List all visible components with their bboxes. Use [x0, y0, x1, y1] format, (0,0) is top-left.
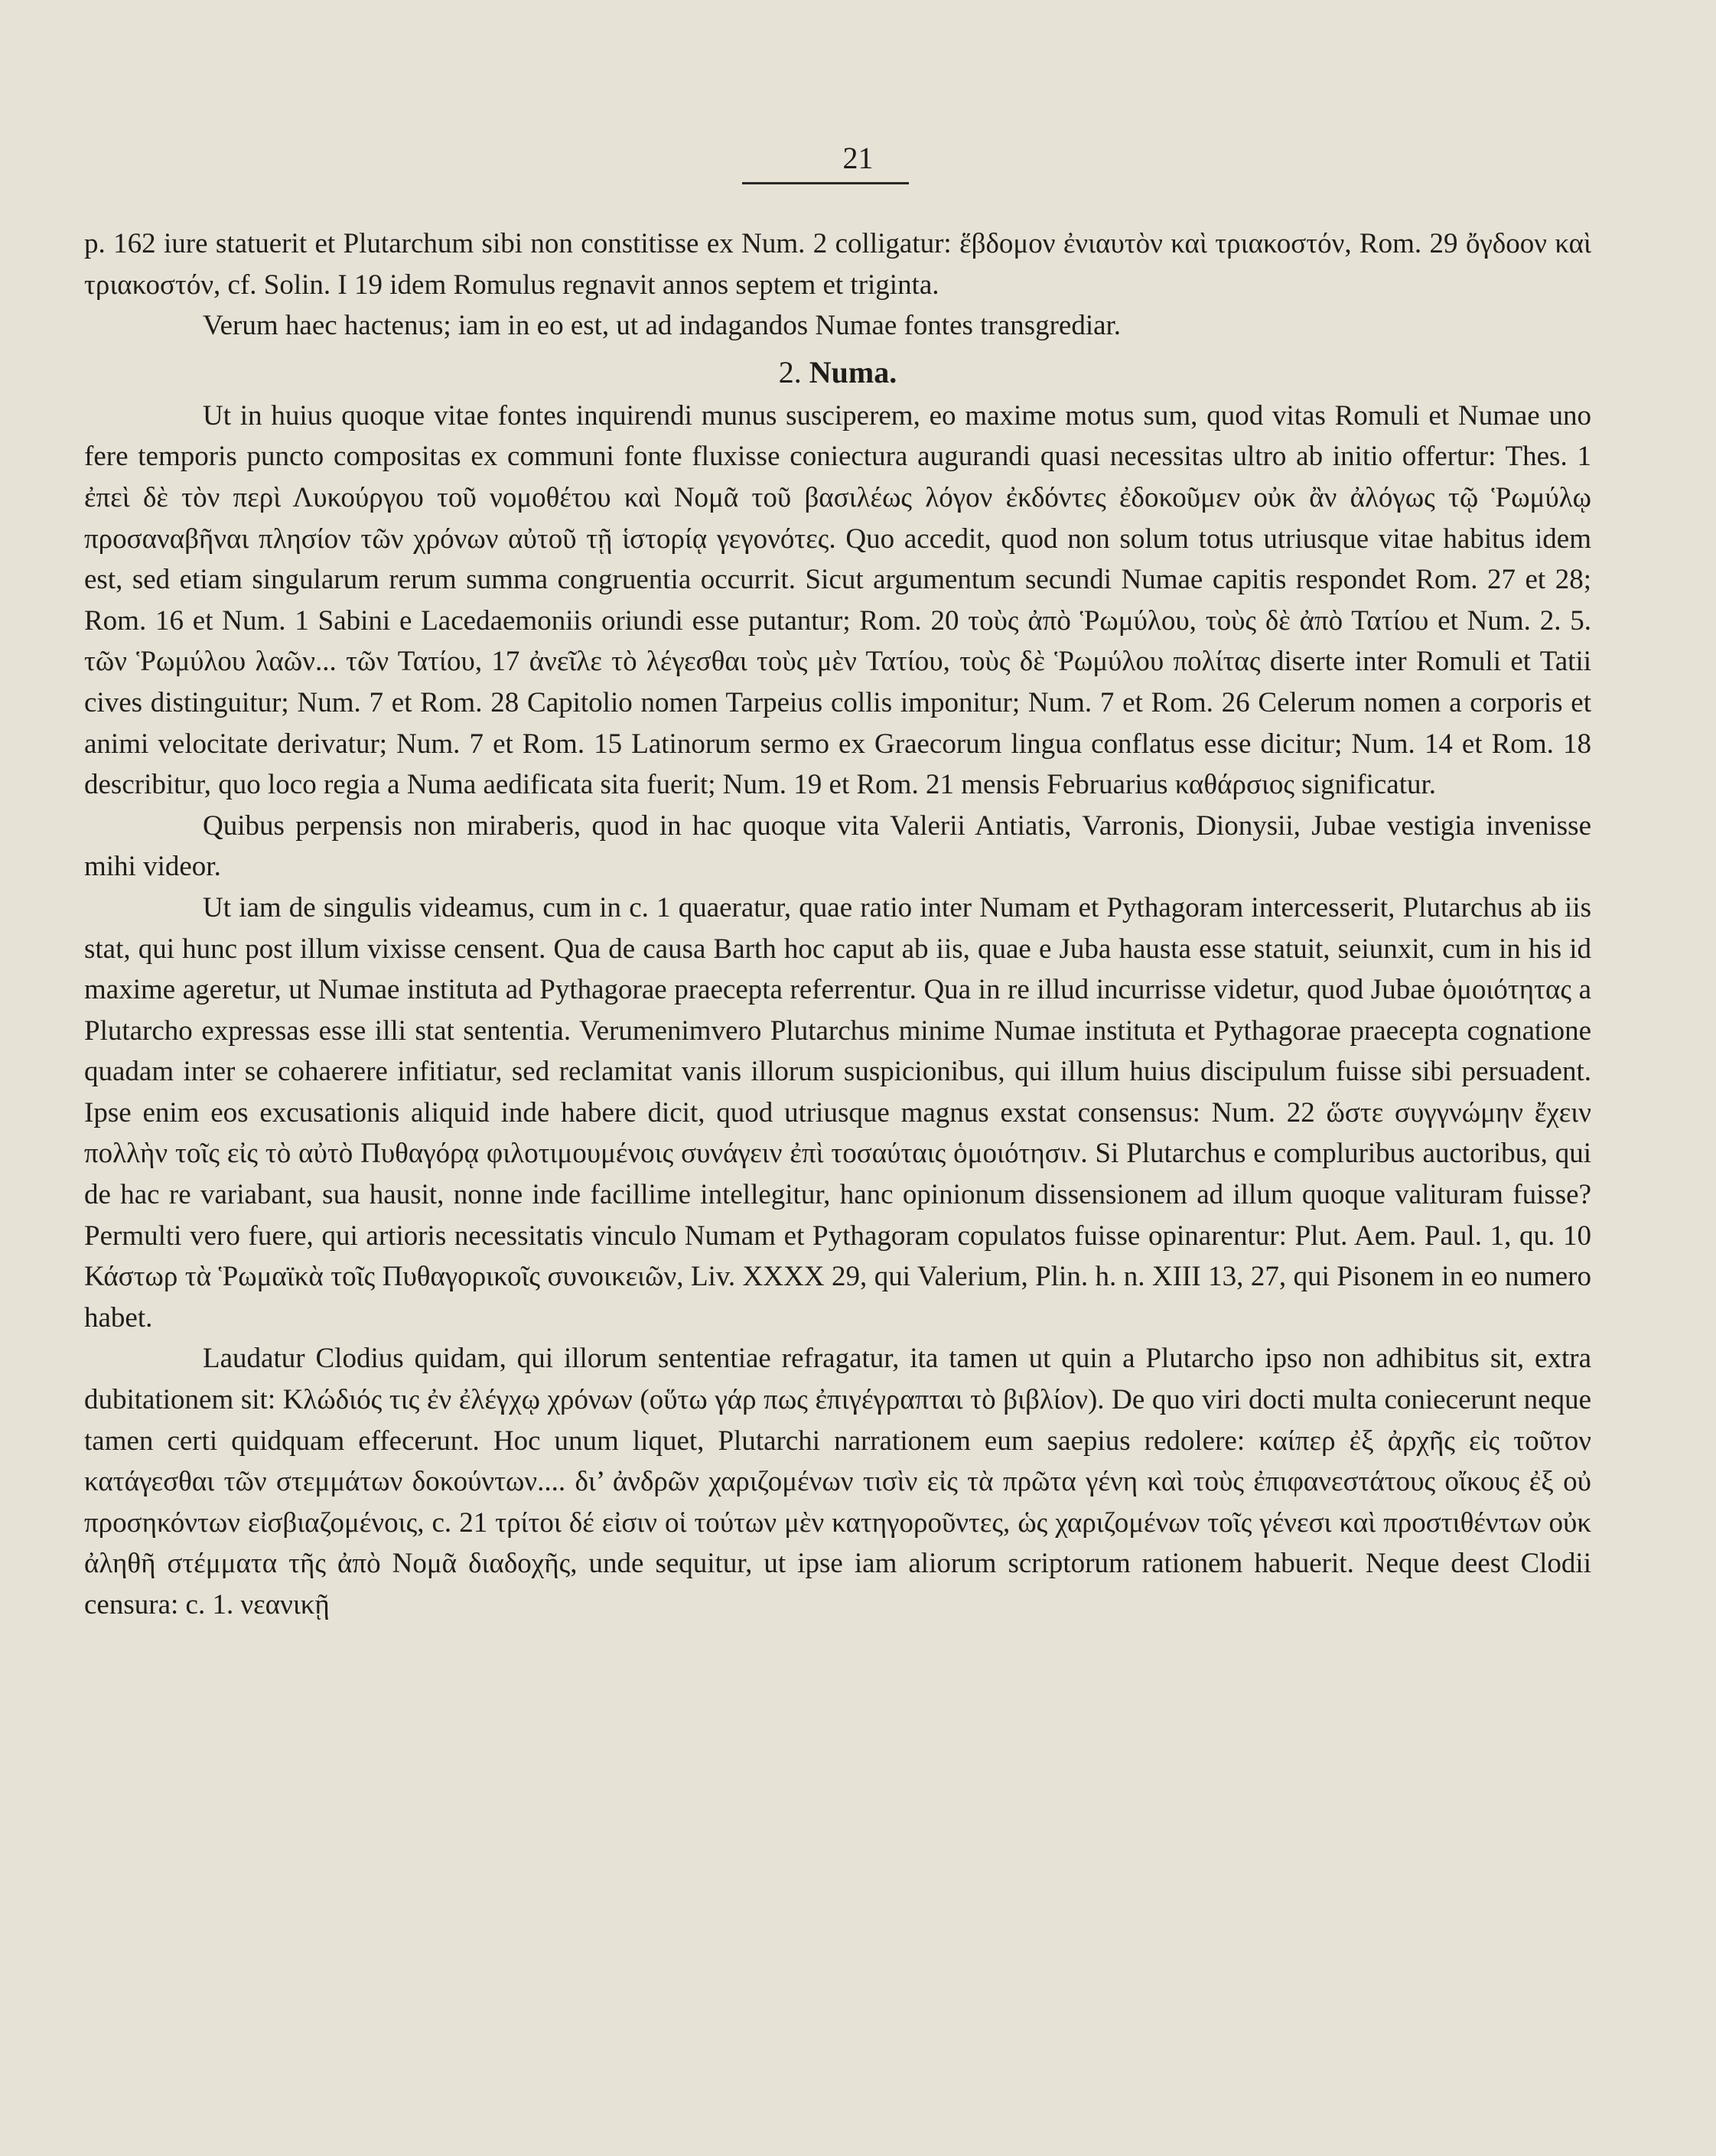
section-heading	[84, 353, 1591, 392]
body-text	[84, 223, 1591, 1626]
page-number-rule	[742, 182, 909, 184]
paragraph-vestiges: Quibus perpensis non miraberis, quod in hac quoque vita Valerii Antiatis, Varronis, Dionysii, Jubae vestigia invenisse mihi videor.	[84, 809, 1591, 883]
section-number: 2.	[778, 354, 802, 389]
paragraph-pythagoras: Ut iam de singulis videamus, cum in c. 1 quaeratur, quae ratio inter Numam et Pythagoram intercesserit, Plutarchus ab iis stat, qui hunc post illum vixisse censent. Qua de causa Barth hoc caput ab iis, quae e Juba hausta esse statuit, seiunxit, cum in his id maxime ageretur, ut Numae instituta ad Pythagorae praecepta referrentur. Qua in re illud incurrisse videtur, quod Jubae ὁμοιότητας a Plutarcho expressas esse illi stat sententia. Verumenimvero Plutarchus minime Numae instituta et Pythagorae praecepta cognatione quadam inter se cohaerere infitiatur, sed reclamitat vanis illorum suspicionibus, qui illum huius discipulum fuisse sibi persuadent. Ipse enim eos excusationis aliquid inde habere dicit, quod utriusque magnus exstat consensus: Num. 22 ὥστε συγγνώμην ἔχειν πολλὴν τοῖς εἰς τὸ αὐτὸ Πυθαγόρᾳ φιλοτιμουμένοις συνάγειν ἐπὶ τοσαύταις ὁμοιότησιν. Si Plutarchus e compluribus auctoribus, qui de hac re variabant, sua hausit, nonne inde facillime intellegitur, hanc opinionum dissensionem ad illum quoque valituram fuisse? Permulti vero fuere, qui artioris necessitatis vinculo Numam et Pythagoram copulatos fuisse opinarentur: Plut. Aem. Paul. 1, qu. 10 Κάστωρ τὰ Ῥωμαϊκὰ τοῖς Πυθαγορικοῖς συνοικειῶν, Liv. XXXX 29, qui Valerium, Plin. h. n. XIII 13, 27, qui Pisonem in eo numero habet.	[84, 891, 1591, 1334]
paragraph-clodius: Laudatur Clodius quidam, qui illorum sententiae refragatur, ita tamen ut quin a Plutarcho ipso non adhibitus sit, extra dubitationem sit: Κλώδιός τις ἐν ἐλέγχῳ χρόνων (οὕτω γάρ πως ἐπιγέγραπται τὸ βιβλίον). De quo viri docti multa coniecerunt neque tamen certi quidquam effecerunt. Hoc unum liquet, Plutarchi narrationem eum saepius redolere: καίπερ ἐξ ἀρχῆς εἰς τοῦτον κατάγεσθαι τῶν στεμμάτων δοκούντων.... δι’ ἀνδρῶν χαριζομένων τισὶν εἰς τὰ πρῶτα γένη καὶ τοὺς ἐπιφανεστάτους οἴκους ἐξ οὐ προσηκόντων εἰσβιαζομένοις, c. 21 τρίτοι δέ εἰσιν οἱ τούτων μὲν κατηγοροῦντες, ὡς χαριζομένων τοῖς γένεσι καὶ προστιθέντων οὐκ ἀληθῆ στέμματα τῆς ἀπὸ Νομᾶ διαδοχῆς, unde sequitur, ut ipse iam aliorum scriptorum rationem habuerit. Neque deest Clodii censura: c. 1. νεανικῇ	[84, 1343, 1591, 1620]
paragraph-continuation: p. 162 iure statuerit et Plutarchum sibi non constitisse ex Num. 2 colligatur: ἕβδομον ἐνιαυτὸν καὶ τριακοστόν, Rom. 29 ὄγδοον καὶ τριακοστόν, cf. Solin. I 19 idem Romulus regnavit annos septem et triginta.	[84, 228, 1591, 301]
page-number: 21	[842, 141, 874, 175]
paragraph-transition: Verum haec hactenus; iam in eo est, ut ad indagandos Numae fontes transgrediar.	[203, 310, 1122, 342]
section-title: Numa.	[809, 354, 897, 389]
paragraph-sources: Ut in huius quoque vitae fontes inquirendi munus susciperem, eo maxime motus sum, quod vitas Romuli et Numae uno fere temporis puncto compositas ex communi fonte fluxisse coniectura augurandi quasi necessitas ultro ab initio offertur: Thes. 1 ἐπεὶ δὲ τὸν περὶ Λυκούργου τοῦ νομοθέτου καὶ Νομᾶ τοῦ βασιλέως λόγον ἐκδόντες ἐδοκοῦμεν οὐκ ἂν ἀλόγως τῷ Ῥωμύλῳ προσαναβῆναι πλησίον τῶν χρόνων αὐτοῦ τῇ ἱστορίᾳ γεγονότες. Quo accedit, quod non solum totus utriusque vitae habitus idem est, sed etiam singularum rerum summa congruentia occurrit. Sicut argumentum secundi Numae capitis respondet Rom. 27 et 28; Rom. 16 et Num. 1 Sabini e Lacedaemoniis oriundi esse putantur; Rom. 20 τοὺς ἀπὸ Ῥωμύλου, τοὺς δὲ ἀπὸ Τατίου et Num. 2. 5. τῶν Ῥωμύλου λαῶν... τῶν Τατίου, 17 ἀνεῖλε τὸ λέγεσθαι τοὺς μὲν Τατίου, τοὺς δὲ Ῥωμύλου πολίτας diserte inter Romuli et Tatii cives distinguitur; Num. 7 et Rom. 28 Capitolio nomen Tarpeius collis imponitur; Num. 7 et Rom. 26 Celerum nomen a corporis et animi velocitate derivatur; Num. 7 et Rom. 15 Latinorum sermo ex Graecorum lingua conflatus esse dicitur; Num. 14 et Rom. 18 describitur, quo loco regia a Numa aedificata sita fuerit; Num. 19 et Rom. 21 mensis Februarius καθάρσιος significatur.	[84, 399, 1591, 801]
